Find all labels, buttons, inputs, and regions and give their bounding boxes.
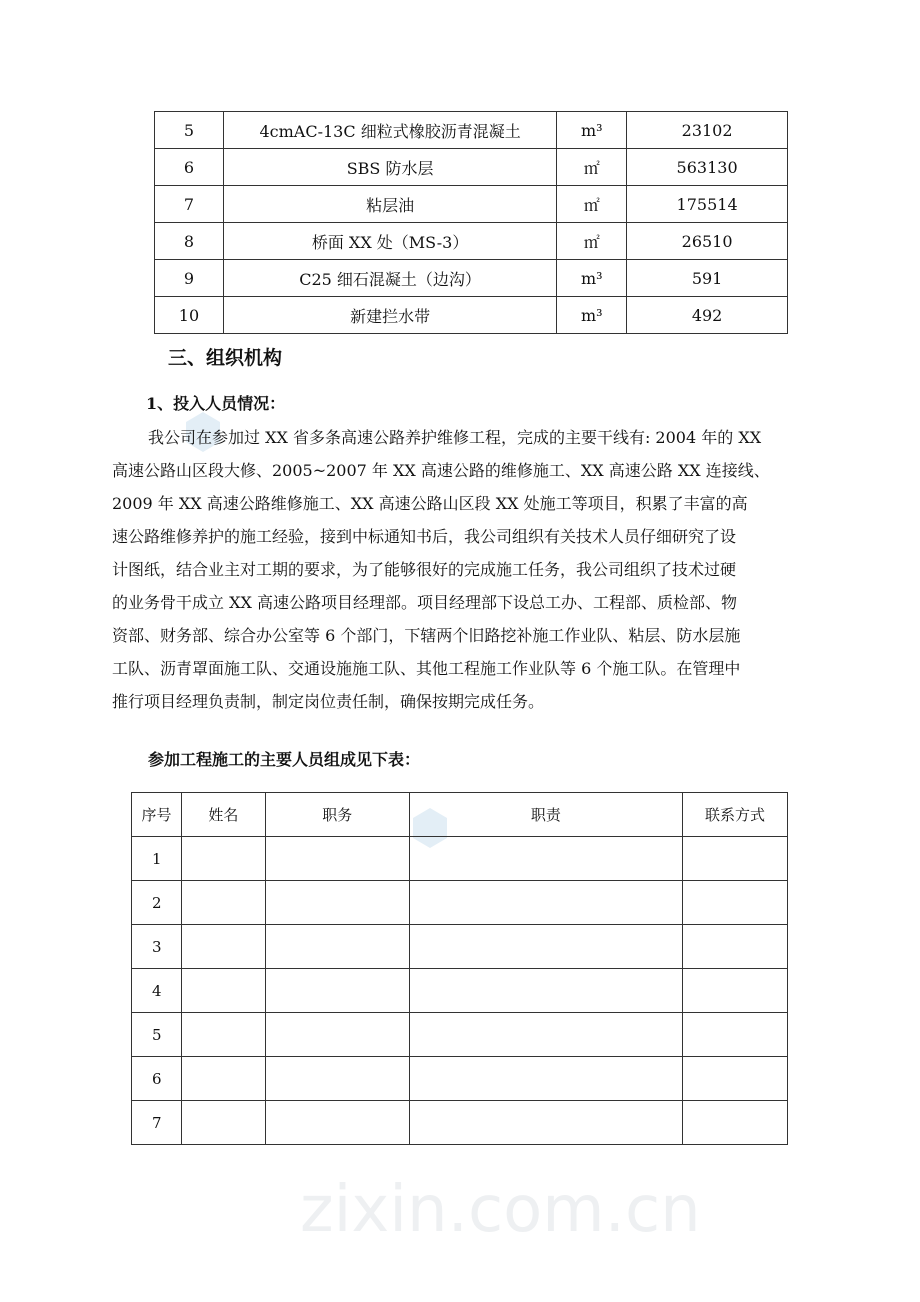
- column-header: 联系方式: [683, 793, 788, 837]
- table-row: [132, 1101, 788, 1145]
- row-number-cell: 6: [132, 1057, 182, 1101]
- quantity-cell: 26510: [627, 223, 788, 260]
- empty-cell: [683, 1013, 788, 1057]
- table-row: [155, 149, 788, 186]
- quantity-cell: 23102: [627, 112, 788, 149]
- row-number-cell: 7: [155, 186, 224, 223]
- table-row: [155, 223, 788, 260]
- unit-cell: ㎡: [557, 149, 627, 186]
- empty-cell: [265, 1013, 409, 1057]
- item-name-cell: 新建拦水带: [223, 297, 556, 334]
- empty-cell: [683, 969, 788, 1013]
- quantity-cell: 591: [627, 260, 788, 297]
- paragraph-line: 工队、沥青罩面施工队、交通设施施工队、其他工程施工作业队等 6 个施工队。在管理中: [112, 659, 741, 678]
- row-number-cell: 6: [155, 149, 224, 186]
- item-name-cell: 桥面 XX 处（MS-3）: [223, 223, 556, 260]
- empty-cell: [683, 837, 788, 881]
- empty-cell: [265, 1101, 409, 1145]
- unit-cell: ㎡: [557, 223, 627, 260]
- row-number-cell: 7: [132, 1101, 182, 1145]
- empty-cell: [265, 1057, 409, 1101]
- empty-cell: [409, 969, 683, 1013]
- table-row: [155, 260, 788, 297]
- row-number-cell: 5: [132, 1013, 182, 1057]
- unit-cell: ㎡: [557, 186, 627, 223]
- item-name-cell: C25 细石混凝土（边沟）: [223, 260, 556, 297]
- column-header: 姓名: [181, 793, 265, 837]
- empty-cell: [265, 925, 409, 969]
- quantity-cell: 492: [627, 297, 788, 334]
- empty-cell: [409, 881, 683, 925]
- paragraph-line: 推行项目经理负责制，制定岗位责任制，确保按期完成任务。: [112, 692, 545, 711]
- item-name-cell: 4cmAC-13C 细粒式橡胶沥青混凝土: [223, 112, 556, 149]
- quantity-cell: 175514: [627, 186, 788, 223]
- empty-cell: [181, 1057, 265, 1101]
- empty-cell: [409, 837, 683, 881]
- empty-cell: [181, 1101, 265, 1145]
- paragraph-line: 2009 年 XX 高速公路维修施工、XX 高速公路山区段 XX 处施工等项目，积累了丰富的高: [112, 494, 748, 513]
- empty-cell: [683, 925, 788, 969]
- personnel-table: [131, 792, 788, 1145]
- column-header: 序号: [132, 793, 182, 837]
- paragraph-line: 我公司在参加过 XX 省多条高速公路养护维修工程，完成的主要干线有: 2004 年的 XX: [148, 428, 762, 447]
- empty-cell: [683, 1057, 788, 1101]
- empty-cell: [265, 837, 409, 881]
- paragraph-line: 的业务骨干成立 XX 高速公路项目经理部。项目经理部下设总工办、工程部、质检部、物: [112, 593, 737, 612]
- paragraph-line: 高速公路山区段大修、2005~2007 年 XX 高速公路的维修施工、XX 高速公路 XX 连接线、: [112, 461, 770, 480]
- table-row: [155, 112, 788, 149]
- empty-cell: [181, 881, 265, 925]
- empty-cell: [181, 925, 265, 969]
- row-number-cell: 8: [155, 223, 224, 260]
- row-number-cell: 3: [132, 925, 182, 969]
- empty-cell: [409, 1013, 683, 1057]
- row-number-cell: 9: [155, 260, 224, 297]
- row-number-cell: 5: [155, 112, 224, 149]
- table-row: [155, 186, 788, 223]
- row-number-cell: 2: [132, 881, 182, 925]
- paragraph-line: 速公路维修养护的施工经验，接到中标通知书后，我公司组织有关技术人员仔细研究了设: [112, 527, 737, 546]
- empty-cell: [409, 1057, 683, 1101]
- body-paragraph: [112, 421, 792, 718]
- row-number-cell: 4: [132, 969, 182, 1013]
- item-name-cell: 粘层油: [223, 186, 556, 223]
- table-row: [132, 881, 788, 925]
- row-number-cell: 1: [132, 837, 182, 881]
- unit-cell: m³: [557, 260, 627, 297]
- table-row: [155, 297, 788, 334]
- row-number-cell: 10: [155, 297, 224, 334]
- personnel-intro: 参加工程施工的主要人员组成见下表：: [148, 750, 421, 769]
- table-row: [132, 969, 788, 1013]
- table-row: [132, 1013, 788, 1057]
- empty-cell: [683, 1101, 788, 1145]
- empty-cell: [265, 969, 409, 1013]
- item-name-cell: SBS 防水层: [223, 149, 556, 186]
- paragraph-line: 计图纸，结合业主对工期的要求，为了能够很好的完成施工任务，我公司组织了技术过硬: [112, 560, 737, 579]
- table-row: [132, 837, 788, 881]
- column-header: 职责: [409, 793, 683, 837]
- empty-cell: [181, 1013, 265, 1057]
- quantities-table: [154, 111, 788, 334]
- empty-cell: [409, 925, 683, 969]
- empty-cell: [265, 881, 409, 925]
- table-header-row: [132, 793, 788, 837]
- table-row: [132, 1057, 788, 1101]
- section-title: 三、组织机构: [168, 347, 283, 369]
- empty-cell: [181, 969, 265, 1013]
- empty-cell: [409, 1101, 683, 1145]
- empty-cell: [181, 837, 265, 881]
- subsection-title: 1、投入人员情况：: [146, 394, 286, 413]
- watermark: zixin.com.cn: [300, 1173, 701, 1247]
- unit-cell: m³: [557, 112, 627, 149]
- paragraph-line: 资部、财务部、综合办公室等 6 个部门，下辖两个旧路挖补施工作业队、粘层、防水层施: [112, 626, 741, 645]
- unit-cell: m³: [557, 297, 627, 334]
- column-header: 职务: [265, 793, 409, 837]
- empty-cell: [683, 881, 788, 925]
- table-row: [132, 925, 788, 969]
- quantity-cell: 563130: [627, 149, 788, 186]
